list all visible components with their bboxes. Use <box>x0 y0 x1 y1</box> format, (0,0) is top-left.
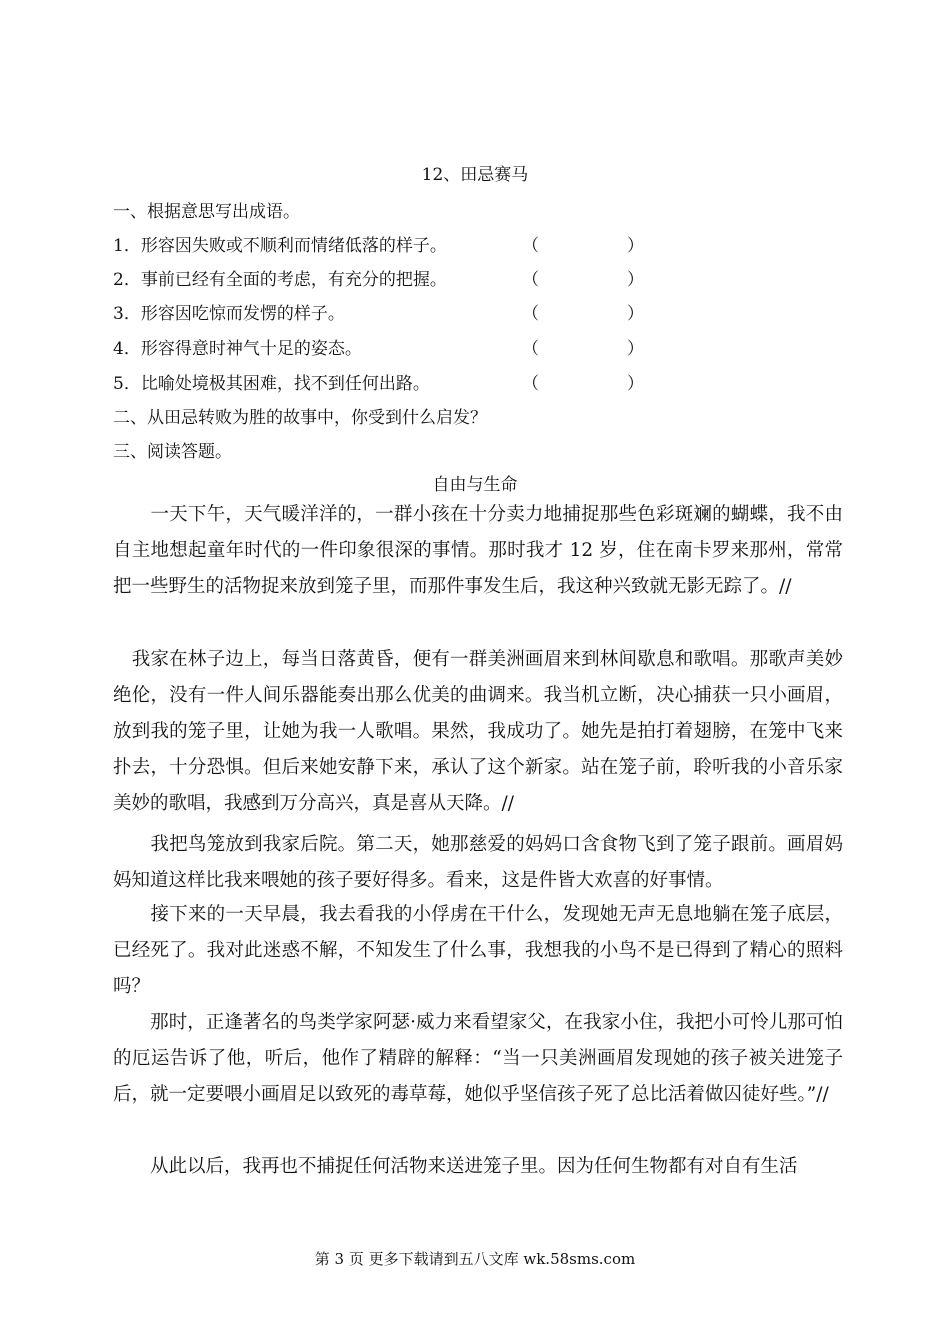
story-paragraph: 从此以后，我再也不捕捉任何活物来送进笼子里。因为任何生物都有对自有生活 <box>113 1156 798 1177</box>
page-footer: 第 3 页 更多下载请到五八文库 wk.58sms.com <box>314 1250 636 1268</box>
answer-close-paren: ） <box>627 374 644 394</box>
question-text: 4．形容得意时神气十足的姿态。 <box>113 339 362 359</box>
question-text: 5．比喻处境极其困难，找不到任何出路。 <box>113 374 430 394</box>
question-text: 3．形容因吃惊而发愣的样子。 <box>113 304 345 324</box>
answer-open-paren: （ <box>522 236 539 256</box>
answer-close-paren: ） <box>627 339 644 359</box>
question-text: 1．形容因失败或不顺利而情绪低落的样子。 <box>113 236 447 256</box>
story-paragraph: 一天下午，天气暖洋洋的，一群小孩在十分卖力地捕捉那些色彩斑斓的蝴蝶，我不由自主地想起童年时代的一件印象很深的事情。那时我才 12 岁，住在南卡罗来那州，常常把一些野生的活物捉来放到笼子里，而那件事发生后，我这种兴致就无影无踪了。// <box>113 504 843 597</box>
story-title: 自由与生命 <box>432 475 518 495</box>
answer-open-paren: （ <box>522 304 539 324</box>
story-paragraph: 我把鸟笼放到我家后院。第二天，她那慈爱的妈妈口含食物飞到了笼子跟前。画眉妈妈知道这样比我来喂她的孩子要好得多。看来，这是件皆大欢喜的好事情。 <box>113 834 843 891</box>
question-text: 2．事前已经有全面的考虑，有充分的把握。 <box>113 270 447 290</box>
answer-open-paren: （ <box>522 270 539 290</box>
answer-open-paren: （ <box>522 374 539 394</box>
answer-open-paren: （ <box>522 339 539 359</box>
section-two-heading: 二、从田忌转败为胜的故事中，你受到什么启发？ <box>113 408 487 428</box>
answer-close-paren: ） <box>627 270 644 290</box>
section-three-heading: 三、阅读答题。 <box>113 442 232 462</box>
story-paragraph: 接下来的一天早晨，我去看我的小俘虏在干什么，发现她无声无息地躺在笼子底层，已经死了。我对此迷惑不解，不知发生了什么事，我想我的小鸟不是已得到了精心的照料吗？ <box>113 904 843 997</box>
story-paragraph: 那时，正逢著名的鸟类学家阿瑟·威力来看望家父，在我家小住，我把小可怜儿那可怕的厄运告诉了他，听后，他作了精辟的解释：“当一只美洲画眉发现她的孩子被关进笼子后，就一定要喂小画眉足以致死的毒草莓，她似乎坚信孩子死了总比活着做囚徒好些。”// <box>113 1012 843 1105</box>
story-paragraph: 我家在林子边上，每当日落黄昏，便有一群美洲画眉来到林间歇息和歌唱。那歌声美妙绝伦，没有一件人间乐器能奏出那么优美的曲调来。我当机立断，决心捕获一只小画眉，放到我的笼子里，让她为我一人歌唱。果然，我成功了。她先是拍打着翅膀，在笼中飞来扑去，十分恐惧。但后来她安静下来，承认了这个新家。站在笼子前，聆听我的小音乐家美妙的歌唱，我感到万分高兴，真是喜从天降。// <box>113 649 843 814</box>
section-one-heading: 一、根据意思写出成语。 <box>113 202 300 222</box>
answer-close-paren: ） <box>627 236 644 256</box>
answer-close-paren: ） <box>627 304 644 324</box>
page-title: 12、田忌赛马 <box>421 165 529 185</box>
